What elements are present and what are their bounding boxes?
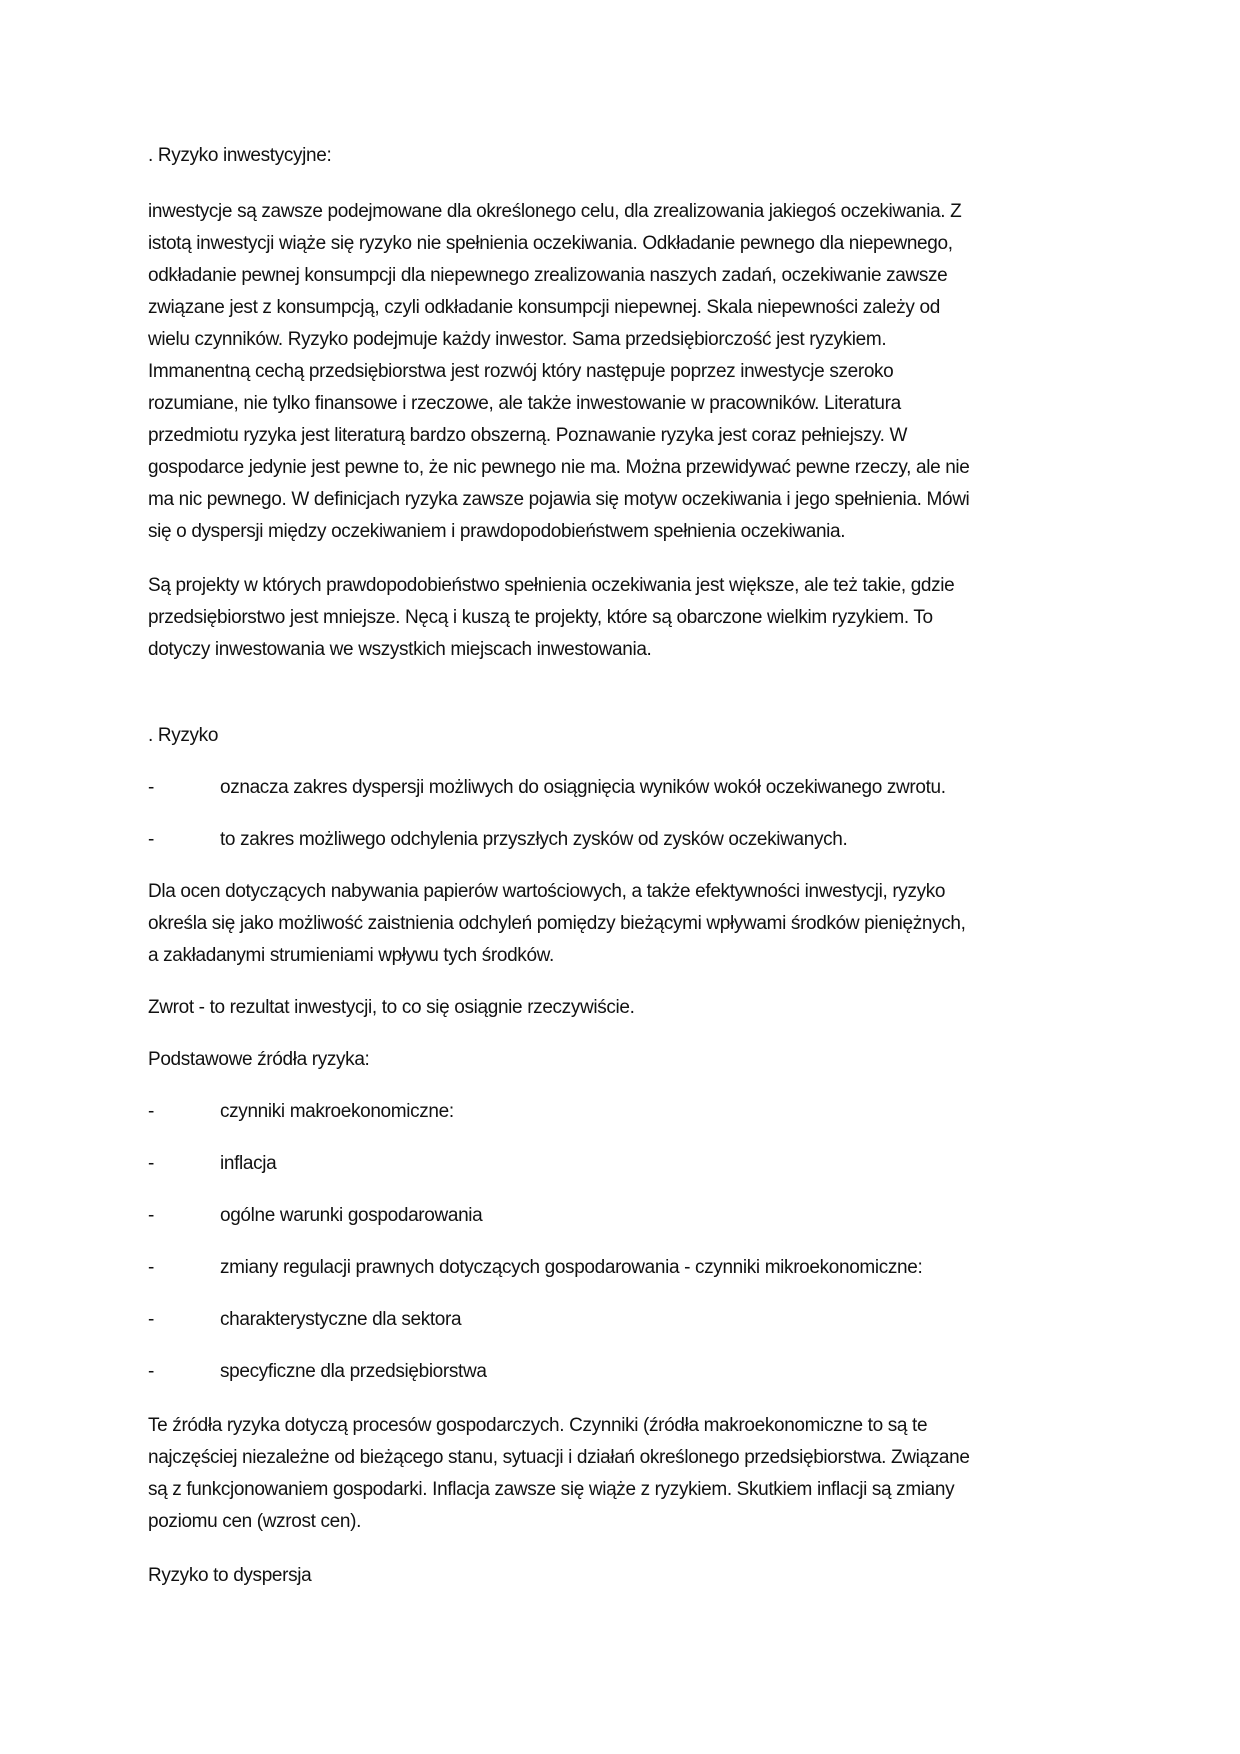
- dash-bullet-icon: -: [148, 777, 155, 798]
- paragraph-line: Immanentną cechą przedsiębiorstwa jest rozwój który następuje poprzez inwestycje szeroko: [148, 361, 894, 382]
- dash-bullet-icon: -: [148, 1309, 155, 1330]
- list-item-text: oznacza zakres dyspersji możliwych do osiągnięcia wyników wokół oczekiwanego zwrotu.: [220, 777, 946, 798]
- paragraph-line: się o dyspersji między oczekiwaniem i prawdopodobieństwem spełnienia oczekiwania.: [148, 521, 846, 542]
- paragraph-line: istotą inwestycji wiąże się ryzyko nie spełnienia oczekiwania. Odkładanie pewnego dla niepewnego,: [148, 233, 953, 254]
- paragraph-line: najczęściej niezależne od bieżącego stanu, sytuacji i działań określonego przedsiębiorstwa. Związane: [148, 1447, 970, 1468]
- dash-bullet-icon: -: [148, 829, 155, 850]
- return-definition: Zwrot - to rezultat inwestycji, to co się osiągnie rzeczywiście.: [148, 997, 635, 1018]
- paragraph-line: odkładanie pewnej konsumpcji dla niepewnego zrealizowania naszych zadań, oczekiwanie zawsze: [148, 265, 948, 286]
- list-item-text: inflacja: [220, 1153, 277, 1174]
- paragraph-line: dotyczy inwestowania we wszystkich miejscach inwestowania.: [148, 639, 652, 660]
- paragraph-line: Są projekty w których prawdopodobieństwo spełnienia oczekiwania jest większe, ale też takie, gdzie: [148, 575, 955, 596]
- paragraph-line: Te źródła ryzyka dotyczą procesów gospodarczych. Czynniki (źródła makroekonomiczne to są te: [148, 1415, 928, 1436]
- paragraph-line: są z funkcjonowaniem gospodarki. Inflacja zawsze się wiąże z ryzykiem. Skutkiem inflacji są zmiany: [148, 1479, 955, 1500]
- section-heading-investment-risk: . Ryzyko inwestycyjne:: [148, 145, 332, 166]
- paragraph-line: inwestycje są zawsze podejmowane dla określonego celu, dla zrealizowania jakiegoś oczekiwania. Z: [148, 201, 962, 222]
- dash-bullet-icon: -: [148, 1153, 155, 1174]
- paragraph-line: przedmiotu ryzyka jest literaturą bardzo obszerną. Poznawanie ryzyka jest coraz pełniejszy. W: [148, 425, 908, 446]
- paragraph-line: poziomu cen (wzrost cen).: [148, 1511, 361, 1532]
- paragraph-line: Dla ocen dotyczących nabywania papierów wartościowych, a także efektywności inwestycji, ryzyko: [148, 881, 946, 902]
- paragraph-line: przedsiębiorstwo jest mniejsze. Nęcą i kuszą te projekty, które są obarczone wielkim ryzykiem. To: [148, 607, 933, 628]
- sources-heading: Podstawowe źródła ryzyka:: [148, 1049, 370, 1070]
- final-line: Ryzyko to dyspersja: [148, 1565, 312, 1586]
- dash-bullet-icon: -: [148, 1257, 155, 1278]
- dash-bullet-icon: -: [148, 1205, 155, 1226]
- paragraph-line: określa się jako możliwość zaistnienia odchyleń pomiędzy bieżącymi wpływami środków pieniężnych,: [148, 913, 966, 934]
- paragraph-line: ma nic pewnego. W definicjach ryzyka zawsze pojawia się motyw oczekiwania i jego spełnienia. Mówi: [148, 489, 970, 510]
- list-item-text: zmiany regulacji prawnych dotyczących gospodarowania - czynniki mikroekonomiczne:: [220, 1257, 923, 1278]
- list-item-text: czynniki makroekonomiczne:: [220, 1101, 454, 1122]
- list-item-text: specyficzne dla przedsiębiorstwa: [220, 1361, 487, 1382]
- dash-bullet-icon: -: [148, 1361, 155, 1382]
- paragraph-line: związane jest z konsumpcją, czyli odkładanie konsumpcji niepewnej. Skala niepewności zależy od: [148, 297, 940, 318]
- dash-bullet-icon: -: [148, 1101, 155, 1122]
- list-item-text: charakterystyczne dla sektora: [220, 1309, 462, 1330]
- paragraph-line: wielu czynników. Ryzyko podejmuje każdy inwestor. Sama przedsiębiorczość jest ryzykiem.: [148, 329, 887, 350]
- paragraph-line: rozumiane, nie tylko finansowe i rzeczowe, ale także inwestowanie w pracowników. Literatura: [148, 393, 901, 414]
- list-item-text: to zakres możliwego odchylenia przyszłych zysków od zysków oczekiwanych.: [220, 829, 848, 850]
- list-item-text: ogólne warunki gospodarowania: [220, 1205, 483, 1226]
- section-heading-risk: . Ryzyko: [148, 725, 219, 746]
- paragraph-line: a zakładanymi strumieniami wpływu tych środków.: [148, 945, 554, 966]
- paragraph-line: gospodarce jedynie jest pewne to, że nic pewnego nie ma. Można przewidywać pewne rzeczy, ale nie: [148, 457, 970, 478]
